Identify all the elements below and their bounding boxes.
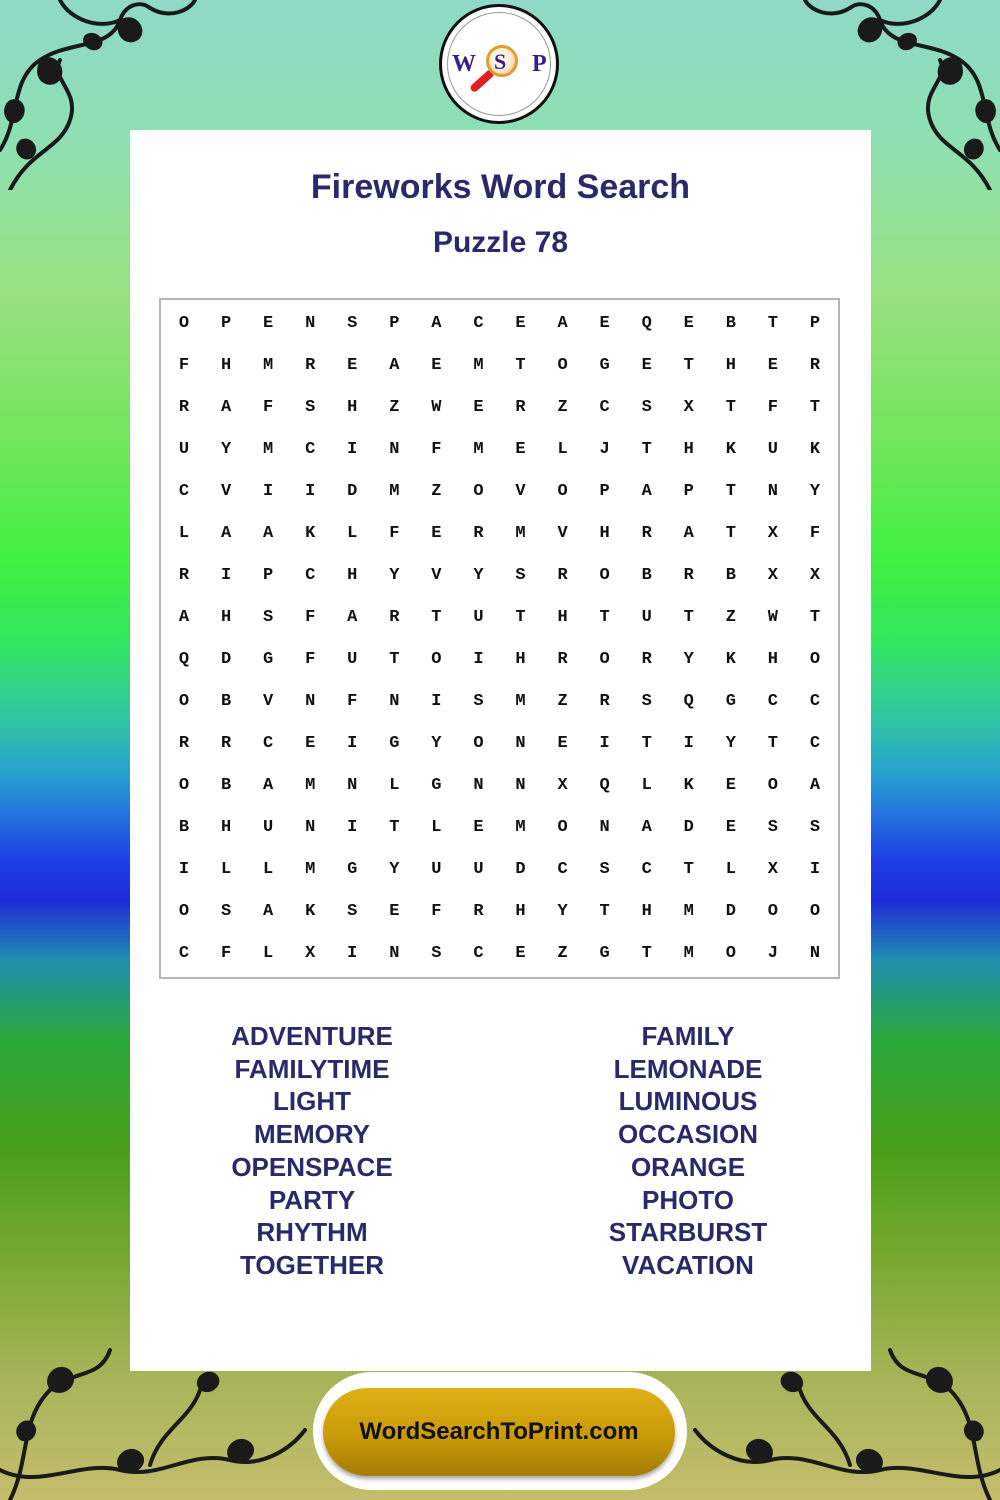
grid-cell[interactable]: I	[599, 734, 610, 754]
grid-cell[interactable]: T	[767, 313, 778, 333]
grid-cell[interactable]: Z	[389, 397, 400, 417]
grid-cell[interactable]: O	[599, 650, 610, 670]
grid-cell[interactable]: F	[431, 439, 442, 459]
grid-cell[interactable]: H	[220, 818, 232, 838]
grid-cell[interactable]: U	[431, 860, 442, 880]
grid-cell[interactable]: C	[809, 734, 821, 754]
grid-cell[interactable]: Y	[389, 565, 400, 585]
grid-cell[interactable]: O	[557, 355, 568, 375]
grid-cell[interactable]: H	[683, 439, 694, 459]
grid-cell[interactable]: G	[599, 944, 610, 964]
grid-cell[interactable]: O	[178, 313, 190, 333]
grid-cell[interactable]: M	[263, 439, 274, 459]
grid-cell[interactable]: N	[389, 692, 400, 712]
grid-cell[interactable]: P	[263, 565, 274, 585]
grid-cell[interactable]: E	[431, 355, 442, 375]
grid-cell[interactable]: S	[809, 818, 821, 838]
word-item: PHOTO	[642, 1184, 734, 1215]
word-list-right	[538, 1020, 838, 1282]
grid-cell[interactable]: A	[683, 523, 694, 543]
grid-cell[interactable]: T	[683, 607, 694, 627]
grid-cell[interactable]: K	[725, 439, 736, 459]
grid-cell[interactable]: E	[515, 313, 526, 333]
word-item: LIGHT	[273, 1086, 351, 1117]
grid-cell[interactable]: C	[305, 439, 316, 459]
grid-cell[interactable]: M	[515, 523, 526, 543]
grid-cell[interactable]: A	[809, 776, 821, 796]
grid-cell[interactable]: E	[683, 313, 694, 333]
grid-cell[interactable]: U	[767, 439, 778, 459]
grid-cell[interactable]: C	[473, 313, 484, 333]
grid-cell[interactable]: R	[473, 523, 484, 543]
grid-cell[interactable]: P	[220, 313, 232, 333]
word-item: PARTY	[268, 1184, 356, 1215]
grid-cell[interactable]: H	[641, 902, 652, 922]
grid-cell[interactable]: E	[515, 944, 526, 964]
grid-cell[interactable]: F	[767, 397, 778, 417]
grid-cell[interactable]: A	[431, 313, 442, 333]
grid-cell[interactable]: E	[389, 902, 400, 922]
grid-cell[interactable]: G	[389, 734, 400, 754]
word-item: OPENSPACE	[231, 1151, 393, 1182]
grid-cell[interactable]: S	[599, 860, 610, 880]
word-list-left	[162, 1020, 462, 1282]
grid-cell[interactable]: R	[683, 565, 694, 585]
grid-cell[interactable]: O	[767, 902, 778, 922]
grid-cell[interactable]: E	[263, 313, 274, 333]
grid-cell[interactable]: R	[557, 565, 568, 585]
grid-cell[interactable]: O	[473, 734, 484, 754]
grid-cell[interactable]: L	[347, 523, 358, 543]
grid-cell[interactable]: K	[305, 523, 316, 543]
grid-cell[interactable]: S	[515, 565, 526, 585]
grid-cell[interactable]: S	[347, 902, 358, 922]
puzzle-sheet	[130, 130, 871, 1371]
word-item: FAMILYTIME	[234, 1053, 390, 1084]
grid-cell[interactable]: T	[641, 734, 652, 754]
logo-letter-s: S	[494, 49, 507, 74]
grid-cell[interactable]: E	[347, 355, 358, 375]
grid-cell[interactable]: O	[725, 944, 736, 964]
grid-cell[interactable]: N	[767, 481, 778, 501]
letter-grid	[159, 298, 840, 979]
grid-cell[interactable]: L	[389, 776, 400, 796]
word-item: ORANGE	[630, 1151, 746, 1182]
grid-cell[interactable]: B	[220, 776, 232, 796]
grid-cell[interactable]: Y	[389, 860, 400, 880]
grid-cell[interactable]: S	[263, 607, 274, 627]
grid-cell[interactable]: O	[178, 776, 190, 796]
grid-cell[interactable]: H	[220, 355, 232, 375]
grid-cell[interactable]: P	[683, 481, 694, 501]
grid-cell[interactable]: F	[389, 523, 400, 543]
grid-cell[interactable]: H	[220, 607, 232, 627]
grid-cell[interactable]: I	[347, 818, 358, 838]
grid-cell[interactable]: U	[473, 860, 484, 880]
grid-cell[interactable]: Q	[599, 776, 610, 796]
grid-cell[interactable]: H	[599, 523, 610, 543]
grid-cell[interactable]: R	[178, 565, 190, 585]
grid-cell[interactable]: L	[431, 818, 442, 838]
grid-cell[interactable]: I	[473, 650, 484, 670]
grid-cell[interactable]: S	[305, 397, 316, 417]
grid-cell[interactable]: I	[347, 439, 358, 459]
grid-cell[interactable]: A	[263, 902, 274, 922]
grid-cell[interactable]: N	[305, 692, 316, 712]
grid-cell[interactable]: R	[220, 734, 232, 754]
grid-cell[interactable]: H	[767, 650, 778, 670]
grid-cell[interactable]: T	[389, 818, 400, 838]
word-item: LUMINOUS	[618, 1086, 758, 1117]
grid-cell[interactable]: P	[389, 313, 400, 333]
grid-cell[interactable]: K	[683, 776, 694, 796]
grid-cell[interactable]: T	[641, 439, 652, 459]
grid-cell[interactable]: A	[347, 607, 358, 627]
grid-cell[interactable]: S	[641, 692, 652, 712]
grid-cell[interactable]: T	[599, 902, 610, 922]
grid-cell[interactable]: H	[557, 607, 568, 627]
grid-cell[interactable]: S	[767, 818, 778, 838]
grid-cell[interactable]: U	[473, 607, 484, 627]
grid-cell[interactable]: U	[347, 650, 358, 670]
grid-cell[interactable]: T	[725, 397, 736, 417]
grid-cell[interactable]: C	[767, 692, 778, 712]
grid-cell[interactable]: Z	[725, 607, 736, 627]
grid-cell[interactable]: F	[809, 523, 821, 543]
grid-cell[interactable]: Y	[557, 902, 568, 922]
grid-cell[interactable]: F	[220, 944, 232, 964]
grid-cell[interactable]: E	[725, 818, 736, 838]
grid-cell[interactable]: B	[725, 565, 736, 585]
grid-cell[interactable]: Z	[557, 944, 568, 964]
grid-cell[interactable]: O	[557, 481, 568, 501]
grid-cell[interactable]: L	[178, 523, 190, 543]
site-link-button[interactable]: WordSearchToPrint.com	[323, 1388, 675, 1476]
grid-cell[interactable]: L	[220, 860, 232, 880]
grid-cell[interactable]: R	[641, 523, 652, 543]
grid-cell[interactable]: G	[263, 650, 274, 670]
grid-cell[interactable]: O	[809, 650, 821, 670]
grid-cell[interactable]: R	[515, 397, 526, 417]
grid-cell[interactable]: K	[305, 902, 316, 922]
grid-cell[interactable]: V	[431, 565, 442, 585]
word-item: FAMILY	[641, 1021, 735, 1051]
grid-cell[interactable]: B	[178, 818, 190, 838]
grid-cell[interactable]: P	[599, 481, 610, 501]
grid-cell[interactable]: A	[220, 523, 232, 543]
grid-cell[interactable]: O	[473, 481, 484, 501]
grid-cell[interactable]: G	[725, 692, 736, 712]
logo-letter-w: W	[452, 51, 476, 77]
grid-cell[interactable]: C	[809, 692, 821, 712]
grid-cell[interactable]: F	[178, 355, 190, 375]
grid-cell[interactable]: T	[599, 607, 610, 627]
grid-cell[interactable]: Z	[557, 692, 568, 712]
grid-cell[interactable]: D	[220, 650, 232, 670]
grid-cell[interactable]: F	[263, 397, 274, 417]
grid-cell[interactable]: C	[641, 860, 652, 880]
grid-cell[interactable]: R	[178, 397, 190, 417]
grid-cell[interactable]: R	[389, 607, 400, 627]
grid-cell[interactable]: H	[515, 902, 526, 922]
grid-cell[interactable]: J	[767, 944, 778, 964]
grid-cell[interactable]: X	[683, 397, 694, 417]
grid-cell[interactable]: R	[305, 355, 316, 375]
grid-cell[interactable]: V	[557, 523, 568, 543]
grid-cell[interactable]: A	[220, 397, 232, 417]
grid-cell[interactable]: E	[473, 397, 484, 417]
grid-cell[interactable]: R	[641, 650, 652, 670]
grid-cell[interactable]: N	[305, 313, 316, 333]
grid-cell[interactable]: C	[263, 734, 274, 754]
grid-cell[interactable]: Z	[431, 481, 442, 501]
grid-cell[interactable]: E	[767, 355, 778, 375]
grid-cell[interactable]: D	[683, 818, 694, 838]
grid-cell[interactable]: Y	[809, 481, 821, 501]
grid-cell[interactable]: T	[683, 355, 694, 375]
grid-cell[interactable]: T	[515, 607, 526, 627]
grid-cell[interactable]: M	[473, 439, 484, 459]
logo-letter-p: P	[532, 51, 547, 77]
grid-cell[interactable]: T	[389, 650, 400, 670]
grid-cell[interactable]: Q	[178, 650, 190, 670]
grid-cell[interactable]: Y	[683, 650, 694, 670]
grid-cell[interactable]: F	[431, 902, 442, 922]
grid-cell[interactable]: R	[473, 902, 484, 922]
grid-cell[interactable]: M	[305, 776, 316, 796]
grid-cell[interactable]: N	[305, 818, 316, 838]
grid-cell[interactable]: C	[557, 860, 568, 880]
grid-cell[interactable]: B	[725, 313, 736, 333]
site-logo[interactable]	[439, 4, 559, 124]
grid-cell[interactable]: R	[599, 692, 610, 712]
grid-cell[interactable]: T	[809, 397, 821, 417]
grid-cell[interactable]: Y	[220, 439, 232, 459]
grid-cell[interactable]: D	[347, 481, 358, 501]
grid-cell[interactable]: N	[389, 944, 400, 964]
grid-cell[interactable]: R	[178, 734, 190, 754]
grid-cell[interactable]: M	[473, 355, 484, 375]
word-item: LEMONADE	[613, 1053, 763, 1084]
page-title: Fireworks Word Search	[310, 168, 691, 206]
grid-cell[interactable]: X	[767, 523, 778, 543]
grid-cell[interactable]: K	[725, 650, 736, 670]
grid-cell[interactable]: Z	[557, 397, 568, 417]
grid-cell[interactable]: E	[431, 523, 442, 543]
word-item: RHYTHM	[256, 1217, 368, 1248]
grid-cell[interactable]: X	[557, 776, 568, 796]
grid-cell[interactable]: E	[515, 439, 526, 459]
grid-cell[interactable]: M	[515, 692, 526, 712]
grid-cell[interactable]: J	[599, 439, 610, 459]
grid-cell[interactable]: B	[220, 692, 232, 712]
grid-cell[interactable]: C	[178, 944, 190, 964]
grid-cell[interactable]: D	[515, 860, 526, 880]
grid-cell[interactable]: A	[263, 776, 274, 796]
grid-cell[interactable]: A	[389, 355, 400, 375]
grid-cell[interactable]: I	[431, 692, 442, 712]
grid-cell[interactable]: C	[178, 481, 190, 501]
grid-cell[interactable]: M	[683, 902, 694, 922]
grid-cell[interactable]: C	[473, 944, 484, 964]
grid-cell[interactable]: T	[431, 607, 442, 627]
grid-cell[interactable]: T	[725, 481, 736, 501]
grid-cell[interactable]: Y	[473, 565, 484, 585]
grid-cell[interactable]: M	[389, 481, 400, 501]
grid-cell[interactable]: N	[515, 734, 526, 754]
grid-cell[interactable]: Y	[431, 734, 442, 754]
grid-cell[interactable]: G	[347, 860, 358, 880]
grid-cell[interactable]: C	[599, 397, 610, 417]
grid-cell[interactable]: K	[809, 439, 821, 459]
grid-cell[interactable]: L	[641, 776, 652, 796]
grid-cell[interactable]: M	[305, 860, 316, 880]
grid-cell[interactable]: E	[725, 776, 736, 796]
grid-cell[interactable]: H	[347, 397, 358, 417]
grid-cell[interactable]: X	[305, 944, 316, 964]
grid-cell[interactable]: M	[263, 355, 274, 375]
grid-cell[interactable]: S	[347, 313, 358, 333]
grid-cell[interactable]: G	[599, 355, 610, 375]
grid-cell[interactable]: E	[305, 734, 316, 754]
grid-cell[interactable]: T	[725, 523, 736, 543]
grid-cell[interactable]: V	[220, 481, 232, 501]
grid-cell[interactable]: X	[767, 565, 778, 585]
grid-cell[interactable]: V	[515, 481, 526, 501]
grid-cell[interactable]: Q	[683, 692, 694, 712]
grid-cell[interactable]: M	[683, 944, 694, 964]
grid-cell[interactable]: W	[767, 607, 778, 627]
grid-cell[interactable]: E	[599, 313, 610, 333]
grid-cell[interactable]: W	[431, 397, 442, 417]
grid-cell[interactable]: G	[431, 776, 442, 796]
grid-cell[interactable]: S	[431, 944, 442, 964]
grid-cell[interactable]: T	[515, 355, 526, 375]
grid-cell[interactable]: F	[305, 650, 316, 670]
grid-cell[interactable]: O	[767, 776, 778, 796]
grid-cell[interactable]: F	[347, 692, 358, 712]
grid-cell[interactable]: X	[767, 860, 778, 880]
grid-cell[interactable]: H	[725, 355, 736, 375]
grid-cell[interactable]: A	[557, 313, 568, 333]
grid-cell[interactable]: N	[389, 439, 400, 459]
grid-cell[interactable]: Q	[641, 313, 652, 333]
grid-cell[interactable]: C	[305, 565, 316, 585]
grid-cell[interactable]: B	[641, 565, 652, 585]
grid-cell[interactable]: M	[515, 818, 526, 838]
grid-cell[interactable]: S	[473, 692, 484, 712]
grid-cell[interactable]: N	[347, 776, 358, 796]
grid-cell[interactable]: I	[683, 734, 694, 754]
grid-cell[interactable]: I	[220, 565, 232, 585]
grid-cell[interactable]: E	[473, 818, 484, 838]
word-item: TOGETHER	[240, 1249, 384, 1280]
grid-cell[interactable]: N	[515, 776, 526, 796]
word-item: STARBURST	[608, 1217, 768, 1248]
grid-cell[interactable]: L	[263, 944, 274, 964]
grid-cell[interactable]: I	[305, 481, 316, 501]
grid-cell[interactable]: O	[809, 902, 821, 922]
grid-cell[interactable]: U	[641, 607, 652, 627]
word-item: OCCASION	[617, 1119, 759, 1150]
grid-cell[interactable]: I	[263, 481, 274, 501]
grid-cell[interactable]: F	[305, 607, 316, 627]
grid-cell[interactable]: T	[809, 607, 821, 627]
grid-cell[interactable]: O	[178, 692, 190, 712]
grid-cell[interactable]: O	[178, 902, 190, 922]
grid-cell[interactable]: Y	[725, 734, 736, 754]
grid-cell[interactable]: I	[809, 860, 821, 880]
grid-cell[interactable]: E	[557, 734, 568, 754]
grid-cell[interactable]: I	[347, 944, 358, 964]
footer-frame	[313, 1372, 687, 1490]
word-item: ADVENTURE	[231, 1021, 393, 1051]
grid-cell[interactable]: L	[557, 439, 568, 459]
grid-cell[interactable]: N	[473, 776, 484, 796]
grid-cell[interactable]: L	[725, 860, 736, 880]
grid-cell[interactable]: P	[809, 313, 821, 333]
grid-cell[interactable]: S	[641, 397, 652, 417]
grid-cell[interactable]: N	[599, 818, 610, 838]
grid-cell[interactable]: I	[347, 734, 358, 754]
grid-cell[interactable]: H	[347, 565, 358, 585]
grid-cell[interactable]: R	[809, 355, 821, 375]
grid-cell[interactable]: N	[809, 944, 821, 964]
grid-cell[interactable]: L	[263, 860, 274, 880]
grid-cell[interactable]: S	[220, 902, 232, 922]
puzzle-number: Puzzle 78	[432, 226, 569, 259]
word-item: VACATION	[622, 1249, 754, 1280]
grid-cell[interactable]: O	[557, 818, 568, 838]
grid-cell[interactable]: O	[599, 565, 610, 585]
grid-cell[interactable]: D	[725, 902, 736, 922]
grid-cell[interactable]: V	[263, 692, 274, 712]
grid-cell[interactable]: I	[178, 860, 190, 880]
grid-cell[interactable]: A	[641, 818, 652, 838]
word-item: MEMORY	[253, 1119, 371, 1150]
grid-cell[interactable]: U	[263, 818, 274, 838]
grid-cell[interactable]: T	[641, 944, 652, 964]
grid-cell[interactable]: H	[515, 650, 526, 670]
grid-cell[interactable]: E	[641, 355, 652, 375]
grid-cell[interactable]: A	[263, 523, 274, 543]
grid-cell[interactable]: R	[557, 650, 568, 670]
grid-cell[interactable]: T	[767, 734, 778, 754]
grid-cell[interactable]: A	[641, 481, 652, 501]
grid-cell[interactable]: O	[431, 650, 442, 670]
grid-cell[interactable]: U	[178, 439, 190, 459]
grid-cell[interactable]: A	[178, 607, 190, 627]
grid-cell[interactable]: X	[809, 565, 821, 585]
grid-cell[interactable]: T	[683, 860, 694, 880]
